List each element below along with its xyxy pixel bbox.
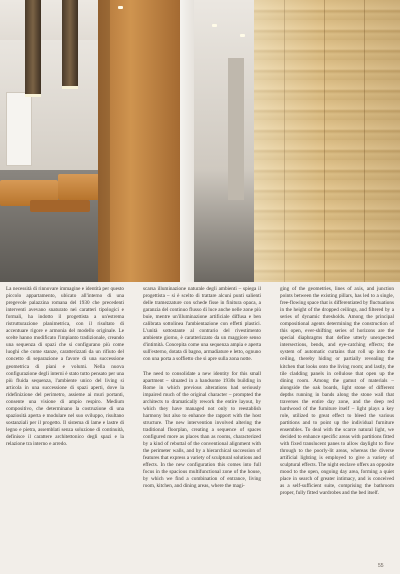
wood-partition-panel	[98, 0, 180, 282]
corridor-space	[194, 0, 258, 282]
paragraph: scarsa illuminazione naturale degli ambienti – spiega il progettista – si è scelto di trattare alcuni punti salienti delle tramezzature con schede fisse in finitura opaca, a garanzia del continuo flusso di luce anche nelle zone più buie, mentre un'illuminazione artificiale diffusa e ben calibrata sottolinea l'ambientazione con effetti plastici. L'unità sottostante al contrario del rivestimento ambiente giorno, è caratterizzato da un maggiore senso d'intimità. Concepita come una sequenza ampia e aperta sull'esterno, dotata di bagno, armadiature e letto, ognuno con una porta a soffietto che si apre sulla zona notte.	[143, 286, 261, 363]
interior-photo	[0, 0, 400, 282]
doorway	[228, 58, 244, 200]
stone-clad-wall	[254, 0, 400, 282]
paragraph: The need to consolidate a new identity for this small apartment – situated in a handsome 1930s building in Rome in which previous alterations had seriously impaired much of the original character – prompted the architects to dramatically rework the entire layout, by which they have managed not only to reestablish harmony but also to enhance the rapport with the host structure. The new intervention involved altering the traditional floorplan, creating a sequence of spaces configured more as places than as rooms, characterized by a kind of rebuttal of the conventional alignment with the perimeter walls, and by a hierarchical succession of features that express a variety of sculptural solutions and effects. In the new configuration this comes into full focus in the spacious multifunctional zone of the house, by which we find a combination of entrance, living room, kitchen, and dining areas, where the magi-	[143, 370, 261, 490]
page-number: 55	[378, 563, 384, 569]
ceiling-spotlight	[240, 34, 245, 37]
paragraph: La necessità di rinnovare immagine e identità per questo piccolo appartamento, ubicato all'interno di una pregevole palazzina romana del 1930 che precedenti interventi avevano snaturato nei caratteri tipologici e formali, ha indotto il progettista a un'estrema ristrutturazione planimetrica, con il risultato di accentuare rigore e armonia del modello originale. Le scelte hanno modificato l'impianto tradizionale, creando una sequenza di spazi che si configurano più come luoghi che come stanze, caratterizzati da un rifiuto del concetto di separazione a favore di una successione geometrica di piani e volumi. Nella nuova configurazione degli interni è stato tutto pensato per una più fluida sequenza, l'ambiente unico del living si articola in una successione di spazi aperti, dove la ridefinizione del perimetro, assieme ai muri portanti, consente una visione di ampio respiro. Medium compositivo, che determinano la costruzione di una spaziosità aperta e modulare nel suo sviluppo, risultano sostanziali per il progetto. Il sistema di lame e lastre di legno e pietra, assemblati senza soluzione di continuità, definisce il carattere architettonico degli spazi e la relazione tra interno e arredo.	[6, 286, 124, 448]
paragraph: ging of the geometries, lines of axis, and junction points between the existing pillars, has led to a single, free-flowing space that is differentiated by fluctuations in the height of the dropped ceilings, and filtered by a series of dynamic thresholds. Among the principal compositional agents determining the construction of this open, ever-shifting series of horizons are the special diaphragms that define utterly unexpected intersections, bends, and eye-catching effects; the system of automatic curtains that roll up into the ceiling, thereby hiding or partially revealing the kitchen that looks onto the living room; and lastly, the tile cladding panels in cellulose that open up the dining room. Among the gamut of materials – alongside the oak boards, light stone of different depths running in bands along the stone wall that traverses the entire day zone, and the deep red hardwood of the furniture itself – light plays a key role, utilized to great effect to bleed the various partitions and to point up the individual furniture ensembles. To deal with the scarce natural light, we decided to enhance specific areas with partitions fitted with fixed translucent panes to allow daylight to flow through to the poorly-lit areas, whereas the diverse artificial lighting is employed to give a variety of sculptural effects. The night enclave offers an opposite mood to the open, ongoing day area, forming a quiet place in search of greater intimacy, and is conceived as a self-sufficient suite, comprising the bathroom proper, fully fitted wardrobes and the bed itself.	[280, 286, 394, 497]
lamp-glow	[25, 94, 41, 97]
pendant-lamp	[25, 0, 41, 96]
text-column-3	[280, 286, 394, 554]
ceiling-spotlight	[118, 6, 123, 9]
pendant-lamp	[62, 0, 78, 88]
text-column-2	[143, 286, 261, 554]
ceiling-spotlight	[212, 24, 217, 27]
white-pillar	[180, 0, 194, 282]
article-text	[0, 282, 400, 574]
text-column-1	[6, 286, 124, 554]
lamp-glow	[62, 86, 78, 89]
wooden-bench-base	[30, 200, 90, 212]
window	[6, 92, 32, 166]
